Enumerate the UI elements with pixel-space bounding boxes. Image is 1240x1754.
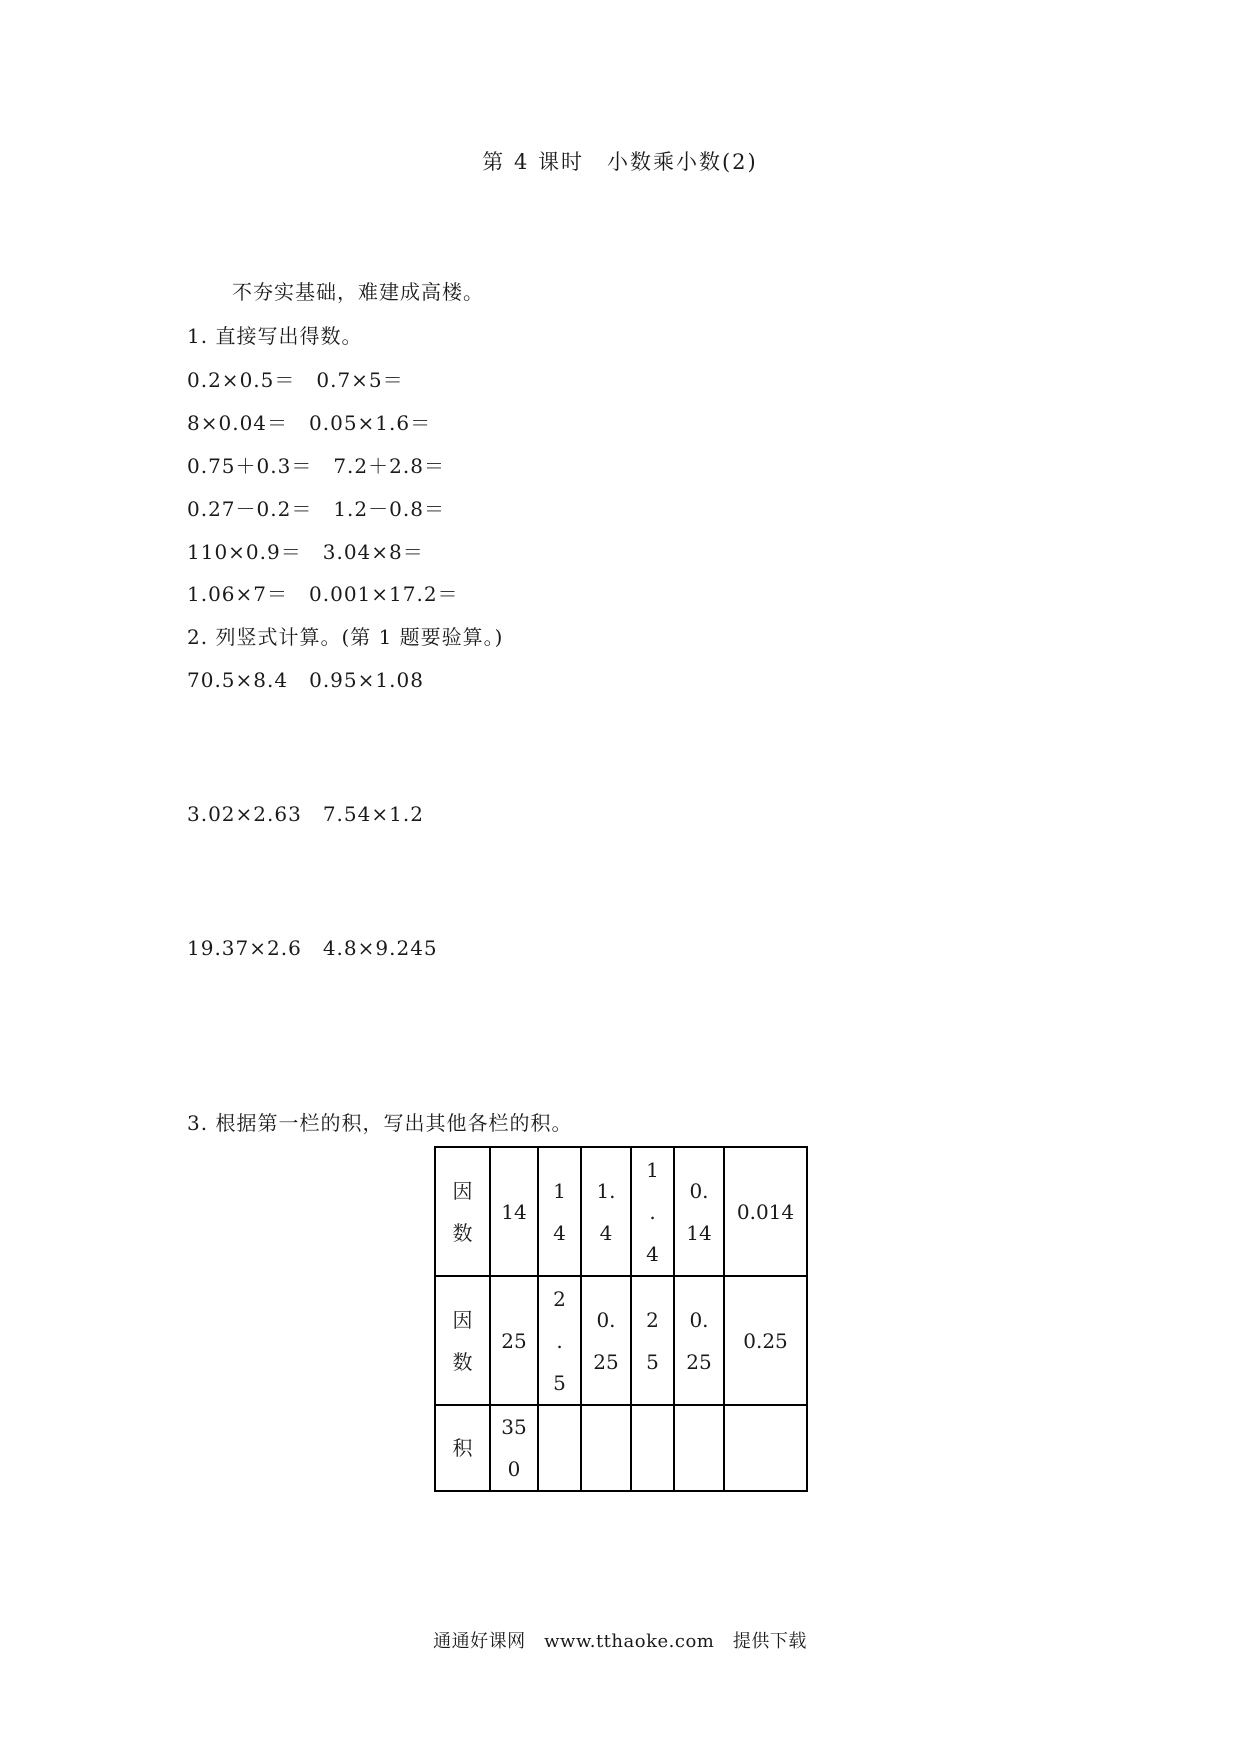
table-cell: 14	[490, 1147, 538, 1276]
table-cell: 0.25	[724, 1276, 807, 1405]
answer-cell	[631, 1405, 674, 1491]
question-2-row: 19.37×2.6 4.8×9.245	[187, 936, 438, 960]
footer-credit: 通通好课网 www.tthaoke.com 提供下载	[433, 1631, 807, 1652]
question-1-row: 0.75＋0.3＝ 7.2＋2.8＝	[187, 454, 445, 478]
table-cell: 1 . 4	[631, 1147, 674, 1276]
question-1-row: 0.27－0.2＝ 1.2－0.8＝	[187, 497, 445, 521]
table-cell: 25	[490, 1276, 538, 1405]
question-3-heading: 3. 根据第一栏的积，写出其他各栏的积。	[187, 1111, 573, 1135]
question-2-heading: 2. 列竖式计算。(第 1 题要验算。)	[187, 625, 504, 649]
table-row	[435, 1276, 807, 1405]
row-header-cell: 因 数	[435, 1147, 490, 1276]
table-cell: 0.014	[724, 1147, 807, 1276]
question-2-row: 3.02×2.63 7.54×1.2	[187, 802, 424, 826]
page-title: 第 4 课时 小数乘小数(2)	[482, 150, 758, 174]
answer-cell	[538, 1405, 581, 1491]
table-cell: 0. 14	[674, 1147, 724, 1276]
question-1-row: 0.2×0.5＝ 0.7×5＝	[187, 368, 404, 392]
table-cell: 2 5	[631, 1276, 674, 1405]
table-cell: 1. 4	[581, 1147, 631, 1276]
answer-cell	[674, 1405, 724, 1491]
answer-cell	[724, 1405, 807, 1491]
motto: 不夯实基础，难建成高楼。	[232, 280, 484, 304]
question-1-row: 8×0.04＝ 0.05×1.6＝	[187, 411, 432, 435]
table-cell: 35 0	[490, 1405, 538, 1491]
question-2-row: 70.5×8.4 0.95×1.08	[187, 668, 424, 692]
table-cell: 0. 25	[674, 1276, 724, 1405]
question-1-row: 110×0.9＝ 3.04×8＝	[187, 540, 424, 564]
row-header-cell: 因 数	[435, 1276, 490, 1405]
table-cell: 2 . 5	[538, 1276, 581, 1405]
table-cell: 1 4	[538, 1147, 581, 1276]
row-header-cell: 积	[435, 1405, 490, 1491]
table-cell: 0. 25	[581, 1276, 631, 1405]
question-1-row: 1.06×7＝ 0.001×17.2＝	[187, 582, 459, 606]
table-row	[435, 1405, 807, 1491]
answer-cell	[581, 1405, 631, 1491]
table-row	[435, 1147, 807, 1276]
product-table	[434, 1146, 808, 1492]
question-1-heading: 1. 直接写出得数。	[187, 324, 363, 348]
